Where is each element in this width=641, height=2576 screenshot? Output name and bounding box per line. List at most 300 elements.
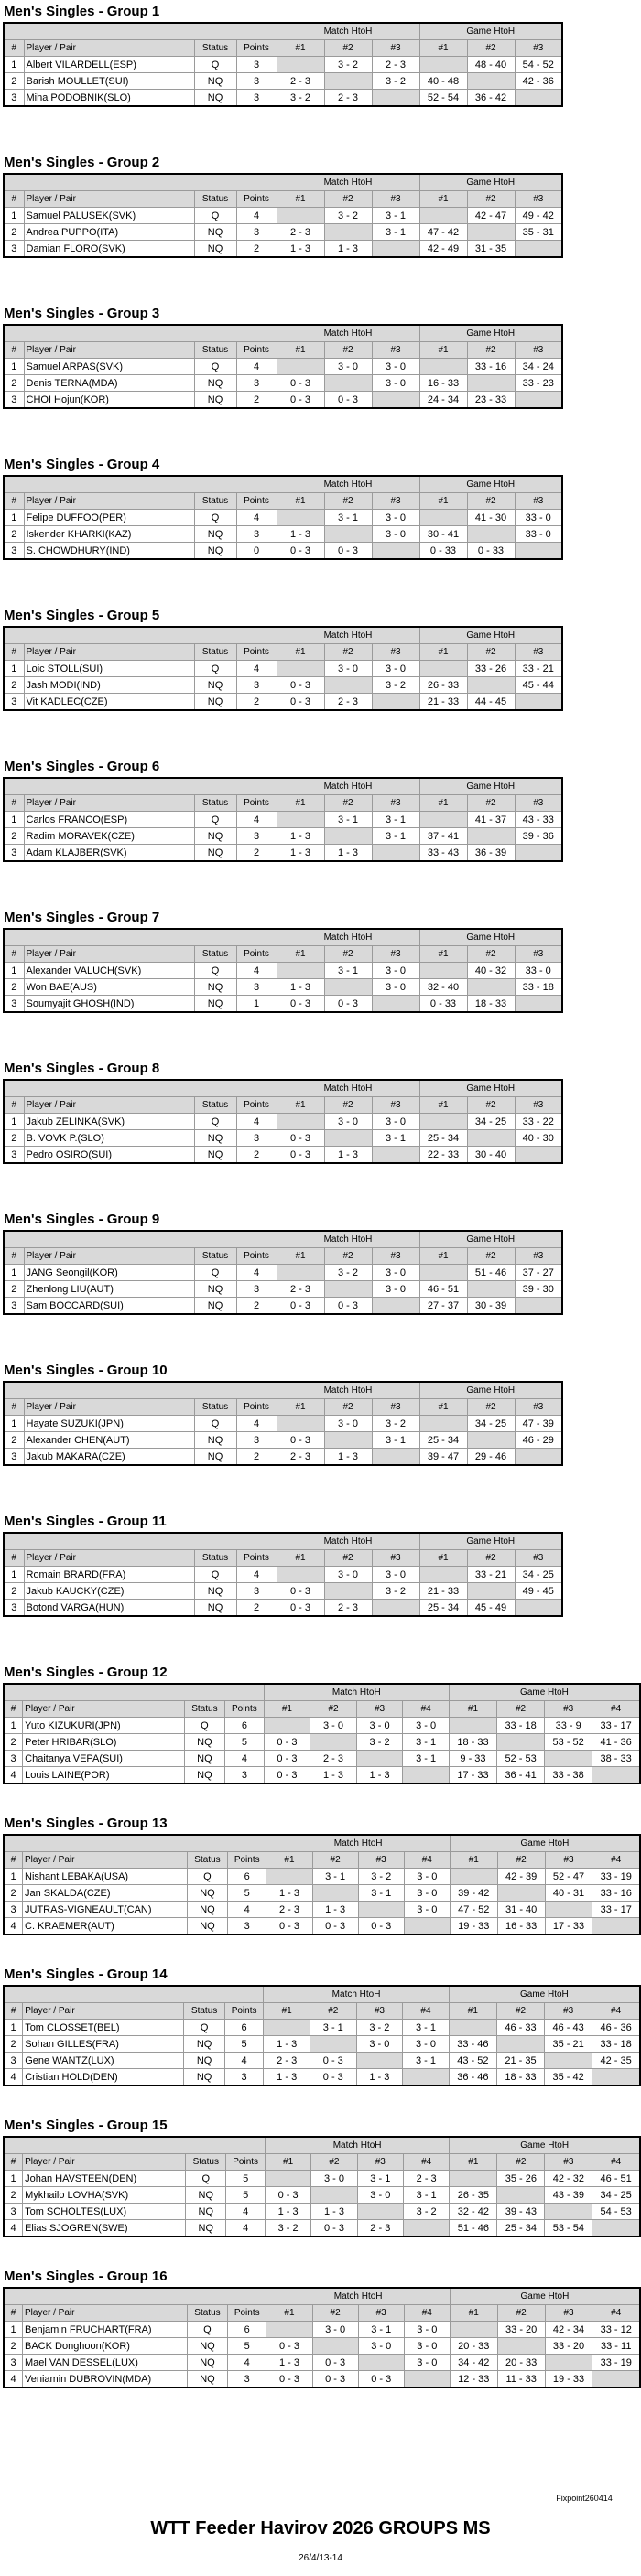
player-row [4, 2338, 640, 2355]
player-name: Mael VAN DESSEL(LUX) [23, 2355, 188, 2371]
header-blank [4, 1533, 277, 1550]
seed-number: 2 [4, 1130, 24, 1147]
player-name: Pedro OSIRO(SUI) [24, 1147, 194, 1164]
header-row [4, 1382, 562, 1399]
game-score: 33 - 18 [497, 1718, 545, 1734]
col-opponent: #2 [467, 1550, 515, 1567]
match-score: 3 - 1 [403, 1734, 450, 1751]
seed-number: 2 [4, 2036, 23, 2053]
col-status: Status [194, 946, 236, 963]
player-row [4, 57, 562, 73]
match-score: 3 - 0 [358, 2338, 404, 2355]
col-opponent: #3 [545, 1852, 592, 1869]
match-htoh-header: Match HtoH [277, 778, 419, 795]
match-score: 3 - 0 [372, 1114, 419, 1130]
points: 5 [226, 2187, 265, 2204]
game-score: 39 - 42 [450, 1885, 497, 1902]
group-table [3, 928, 563, 1013]
col-opponent: #3 [357, 2154, 403, 2171]
col-player: Player / Pair [24, 1097, 194, 1114]
player-name: Sam BOCCARD(SUI) [24, 1298, 194, 1315]
col-points: Points [236, 1248, 277, 1265]
col-points: Points [228, 1852, 266, 1869]
status: Q [194, 1265, 236, 1281]
col-points: Points [236, 191, 277, 208]
points: 3 [224, 2069, 264, 2086]
match-score [372, 1147, 419, 1164]
match-score [372, 694, 419, 711]
player-row [4, 90, 562, 107]
column-header-row [4, 342, 562, 359]
match-score [324, 375, 372, 392]
game-score: 42 - 32 [545, 2171, 592, 2187]
col-points: Points [236, 1399, 277, 1416]
col-opponent: #2 [324, 40, 372, 57]
player-name: Nishant LEBAKA(USA) [23, 1869, 188, 1885]
player-row [4, 208, 562, 224]
group-section [0, 1814, 641, 1965]
col-opponent: #1 [419, 1550, 467, 1567]
player-name: CHOI Hojun(KOR) [24, 392, 194, 409]
match-htoh-header: Match HtoH [277, 1080, 419, 1097]
points: 2 [236, 1600, 277, 1617]
seed-number: 4 [4, 2220, 23, 2237]
col-opponent: #3 [545, 2003, 592, 2020]
column-header-row [4, 795, 562, 812]
game-score: 54 - 52 [515, 57, 562, 73]
player-row [4, 2053, 640, 2069]
status: NQ [194, 375, 236, 392]
group-section [0, 1512, 641, 1663]
game-htoh-header: Game HtoH [419, 23, 562, 40]
match-score [265, 2171, 310, 2187]
game-score: 31 - 40 [497, 1902, 545, 1918]
col-opponent: #1 [277, 493, 324, 510]
game-htoh-header: Game HtoH [419, 1231, 562, 1248]
header-blank [4, 2288, 266, 2305]
match-score [324, 224, 372, 241]
match-score [312, 1885, 358, 1902]
col-points: Points [236, 946, 277, 963]
match-score: 0 - 3 [324, 1298, 372, 1315]
group-title: Men's Singles - Group 7 [4, 910, 160, 925]
game-score [515, 90, 562, 107]
game-score: 33 - 9 [545, 1718, 592, 1734]
col-no: # [4, 493, 24, 510]
match-score [372, 1298, 419, 1315]
group-section [0, 455, 641, 606]
game-score [497, 2338, 545, 2355]
player-row [4, 1416, 562, 1432]
status: NQ [194, 241, 236, 258]
points: 0 [236, 543, 277, 560]
match-score [277, 1567, 324, 1583]
match-score: 0 - 3 [264, 1734, 310, 1751]
player-row [4, 1147, 562, 1164]
points: 2 [236, 845, 277, 862]
game-score [545, 2053, 592, 2069]
status: NQ [186, 2204, 226, 2220]
game-score [419, 208, 467, 224]
player-name: Carlos FRANCO(ESP) [24, 812, 194, 828]
status: NQ [184, 2036, 224, 2053]
player-name: Peter HRIBAR(SLO) [23, 1734, 185, 1751]
status: NQ [194, 73, 236, 90]
seed-number: 3 [4, 543, 24, 560]
status: Q [194, 510, 236, 526]
match-score: 2 - 3 [277, 224, 324, 241]
status: NQ [194, 1583, 236, 1600]
game-score: 18 - 33 [467, 996, 515, 1013]
game-score: 39 - 36 [515, 828, 562, 845]
player-row [4, 2204, 640, 2220]
player-row [4, 2069, 640, 2086]
col-player: Player / Pair [24, 40, 194, 57]
match-score: 3 - 2 [324, 208, 372, 224]
header-blank [4, 1080, 277, 1097]
game-score: 39 - 47 [419, 1449, 467, 1466]
match-score: 3 - 0 [372, 979, 419, 996]
match-score: 3 - 0 [372, 359, 419, 375]
match-score: 3 - 0 [324, 359, 372, 375]
match-score: 0 - 3 [358, 2371, 404, 2388]
player-name: Botond VARGA(HUN) [24, 1600, 194, 1617]
col-player: Player / Pair [24, 191, 194, 208]
game-score: 33 - 46 [449, 2036, 496, 2053]
status: Q [187, 1869, 227, 1885]
player-name: Benjamin FRUCHART(FRA) [23, 2322, 188, 2338]
group-title: Men's Singles - Group 9 [4, 1212, 160, 1227]
game-score: 47 - 52 [450, 1902, 497, 1918]
match-score: 3 - 0 [372, 1281, 419, 1298]
match-score: 0 - 3 [311, 2220, 357, 2237]
match-score: 3 - 0 [403, 1718, 450, 1734]
seed-number: 2 [4, 526, 24, 543]
status: NQ [187, 1918, 227, 1935]
match-score: 3 - 1 [403, 2187, 449, 2204]
match-score: 0 - 3 [264, 1767, 310, 1784]
match-score: 3 - 0 [324, 661, 372, 677]
match-score: 3 - 0 [404, 1869, 450, 1885]
game-score [419, 359, 467, 375]
match-score: 3 - 2 [324, 1265, 372, 1281]
player-row [4, 2171, 640, 2187]
status: NQ [194, 1147, 236, 1164]
match-score: 3 - 0 [311, 2171, 357, 2187]
col-opponent: #1 [277, 1097, 324, 1114]
status: NQ [186, 2187, 226, 2204]
player-name: Yuto KIZUKURI(JPN) [23, 1718, 185, 1734]
col-opponent: #2 [311, 2154, 357, 2171]
player-row [4, 2322, 640, 2338]
col-opponent: #2 [467, 342, 515, 359]
game-score: 33 - 0 [515, 526, 562, 543]
match-score: 3 - 2 [324, 57, 372, 73]
col-opponent: #2 [324, 1097, 372, 1114]
player-row [4, 1298, 562, 1315]
seed-number: 1 [4, 2171, 23, 2187]
game-htoh-header: Game HtoH [419, 174, 562, 191]
col-points: Points [225, 1701, 265, 1718]
seed-number: 1 [4, 661, 24, 677]
match-score [372, 845, 419, 862]
points: 2 [236, 392, 277, 409]
game-score: 33 - 21 [467, 1567, 515, 1583]
seed-number: 3 [4, 1298, 24, 1315]
col-opponent: #3 [372, 191, 419, 208]
col-opponent: #2 [467, 1097, 515, 1114]
seed-number: 1 [4, 1718, 23, 1734]
match-score: 1 - 3 [277, 845, 324, 862]
game-score [515, 1298, 562, 1315]
status: NQ [194, 543, 236, 560]
match-score: 3 - 1 [358, 1885, 404, 1902]
player-name: Chaitanya VEPA(SUI) [23, 1751, 185, 1767]
header-blank [4, 2137, 265, 2154]
game-score [450, 1869, 497, 1885]
col-opponent: #2 [324, 644, 372, 661]
game-score: 33 - 38 [545, 1767, 592, 1784]
col-opponent: #3 [358, 1852, 404, 1869]
col-opponent: #3 [515, 40, 562, 57]
game-score: 22 - 33 [419, 1147, 467, 1164]
points: 4 [228, 2355, 266, 2371]
status: NQ [187, 2355, 227, 2371]
game-score: 24 - 34 [419, 392, 467, 409]
match-score [264, 2020, 310, 2036]
header-row [4, 1080, 562, 1097]
points: 3 [225, 1767, 265, 1784]
game-score: 35 - 31 [515, 224, 562, 241]
group-title: Men's Singles - Group 10 [4, 1363, 168, 1378]
col-opponent: #1 [419, 40, 467, 57]
match-score [277, 510, 324, 526]
game-htoh-header: Game HtoH [419, 778, 562, 795]
seed-number: 4 [4, 2069, 23, 2086]
seed-number: 3 [4, 1751, 23, 1767]
match-score: 1 - 3 [356, 2069, 403, 2086]
match-score: 0 - 3 [324, 392, 372, 409]
game-score [449, 2020, 496, 2036]
match-score: 2 - 3 [310, 1751, 357, 1767]
match-score: 3 - 0 [372, 510, 419, 526]
col-no: # [4, 644, 24, 661]
group-table [3, 1381, 563, 1466]
column-header-row [4, 1701, 640, 1718]
col-opponent: #2 [467, 493, 515, 510]
match-score: 1 - 3 [277, 828, 324, 845]
group-table [3, 2287, 641, 2388]
match-score: 0 - 3 [266, 2371, 312, 2388]
game-score: 26 - 33 [419, 677, 467, 694]
player-row [4, 224, 562, 241]
game-score: 40 - 32 [467, 963, 515, 979]
game-score: 27 - 37 [419, 1298, 467, 1315]
col-opponent: #1 [277, 1248, 324, 1265]
match-score: 0 - 3 [277, 1130, 324, 1147]
game-score: 33 - 19 [592, 2355, 640, 2371]
col-opponent: #3 [372, 795, 419, 812]
game-score: 49 - 42 [515, 208, 562, 224]
points: 3 [236, 677, 277, 694]
game-score: 17 - 33 [449, 1767, 496, 1784]
player-name: Zhenlong LIU(AUT) [24, 1281, 194, 1298]
game-score: 25 - 34 [497, 2220, 545, 2237]
match-score: 2 - 3 [266, 1902, 312, 1918]
match-score: 0 - 3 [277, 694, 324, 711]
match-score [277, 359, 324, 375]
col-opponent: #3 [515, 795, 562, 812]
seed-number: 1 [4, 1265, 24, 1281]
group-title: Men's Singles - Group 3 [4, 306, 160, 321]
match-score [324, 1583, 372, 1600]
match-score: 2 - 3 [277, 1281, 324, 1298]
col-opponent: #1 [419, 1097, 467, 1114]
col-opponent: #4 [404, 1852, 450, 1869]
header-row [4, 2288, 640, 2305]
status: NQ [184, 2053, 224, 2069]
seed-number: 3 [4, 1449, 24, 1466]
game-score [592, 2371, 640, 2388]
game-score: 25 - 34 [419, 1600, 467, 1617]
column-header-row [4, 1399, 562, 1416]
points: 6 [228, 1869, 266, 1885]
col-opponent: #4 [592, 2154, 640, 2171]
match-score: 1 - 3 [266, 1885, 312, 1902]
match-score: 3 - 0 [357, 2187, 403, 2204]
status: Q [194, 1567, 236, 1583]
game-score [467, 526, 515, 543]
player-row [4, 375, 562, 392]
col-status: Status [194, 40, 236, 57]
game-score: 19 - 33 [545, 2371, 592, 2388]
points: 4 [226, 2220, 265, 2237]
group-title: Men's Singles - Group 4 [4, 457, 160, 472]
group-table [3, 1230, 563, 1315]
match-score: 0 - 3 [310, 2053, 356, 2069]
match-score: 2 - 3 [264, 2053, 310, 2069]
points: 3 [236, 1281, 277, 1298]
col-opponent: #1 [266, 1852, 312, 1869]
game-score: 19 - 33 [450, 1918, 497, 1935]
game-htoh-header: Game HtoH [419, 929, 562, 946]
player-name: Barish MOULLET(SUI) [24, 73, 194, 90]
game-score [515, 1600, 562, 1617]
status: Q [194, 963, 236, 979]
match-score [372, 1600, 419, 1617]
header-blank [4, 325, 277, 342]
event-date: 26/4/13-14 [299, 2553, 342, 2563]
player-name: BACK Donghoon(KOR) [23, 2338, 188, 2355]
col-player: Player / Pair [23, 2003, 184, 2020]
seed-number: 3 [4, 1902, 23, 1918]
match-score [356, 2053, 403, 2069]
col-opponent: #3 [372, 493, 419, 510]
col-no: # [4, 1097, 24, 1114]
col-opponent: #1 [277, 1550, 324, 1567]
player-row [4, 1449, 562, 1466]
player-name: Felipe DUFFOO(PER) [24, 510, 194, 526]
seed-number: 2 [4, 677, 24, 694]
match-score: 0 - 3 [266, 1918, 312, 1935]
header-blank [4, 1684, 264, 1701]
points: 6 [224, 2020, 264, 2036]
group-table [3, 1985, 641, 2086]
status: NQ [194, 1449, 236, 1466]
match-score [311, 2187, 357, 2204]
game-score [419, 963, 467, 979]
match-score [372, 1449, 419, 1466]
game-score: 54 - 53 [592, 2204, 640, 2220]
player-name: S. CHOWDHURY(IND) [24, 543, 194, 560]
col-no: # [4, 1701, 23, 1718]
game-score [592, 1918, 640, 1935]
col-opponent: #3 [515, 342, 562, 359]
header-blank [4, 1986, 264, 2003]
status: NQ [194, 90, 236, 107]
player-row [4, 359, 562, 375]
match-score: 3 - 2 [356, 2020, 403, 2036]
col-opponent: #2 [324, 946, 372, 963]
match-score: 0 - 3 [277, 1147, 324, 1164]
col-no: # [4, 946, 24, 963]
col-opponent: #3 [545, 2154, 592, 2171]
game-score: 34 - 25 [467, 1114, 515, 1130]
game-score: 33 - 19 [592, 1869, 640, 1885]
col-opponent: #2 [467, 1399, 515, 1416]
game-score [592, 2220, 640, 2237]
points: 3 [236, 73, 277, 90]
match-score: 1 - 3 [277, 241, 324, 258]
status: Q [194, 208, 236, 224]
game-score [419, 57, 467, 73]
seed-number: 2 [4, 2187, 23, 2204]
match-score: 3 - 2 [403, 2204, 449, 2220]
game-score: 42 - 36 [515, 73, 562, 90]
points: 4 [236, 1265, 277, 1281]
match-score [266, 2322, 312, 2338]
game-score: 49 - 45 [515, 1583, 562, 1600]
col-opponent: #3 [372, 946, 419, 963]
col-opponent: #1 [277, 644, 324, 661]
col-opponent: #1 [450, 2305, 497, 2322]
game-score [467, 224, 515, 241]
points: 3 [236, 1130, 277, 1147]
match-score [324, 1130, 372, 1147]
col-no: # [4, 2154, 23, 2171]
points: 4 [236, 359, 277, 375]
match-score: 3 - 2 [372, 677, 419, 694]
player-row [4, 1734, 640, 1751]
col-opponent: #1 [277, 1399, 324, 1416]
match-htoh-header: Match HtoH [277, 1231, 419, 1248]
col-no: # [4, 795, 24, 812]
col-opponent: #1 [277, 40, 324, 57]
match-score: 1 - 3 [265, 2204, 310, 2220]
game-score: 25 - 34 [419, 1130, 467, 1147]
col-opponent: #1 [419, 342, 467, 359]
game-score: 34 - 24 [515, 359, 562, 375]
col-opponent: #3 [545, 1701, 592, 1718]
player-row [4, 1432, 562, 1449]
game-score: 16 - 33 [419, 375, 467, 392]
player-name: Tom SCHOLTES(LUX) [23, 2204, 186, 2220]
match-htoh-header: Match HtoH [277, 1382, 419, 1399]
game-score: 34 - 42 [450, 2355, 497, 2371]
game-score: 42 - 34 [545, 2322, 592, 2338]
game-score [467, 979, 515, 996]
game-score [515, 1147, 562, 1164]
